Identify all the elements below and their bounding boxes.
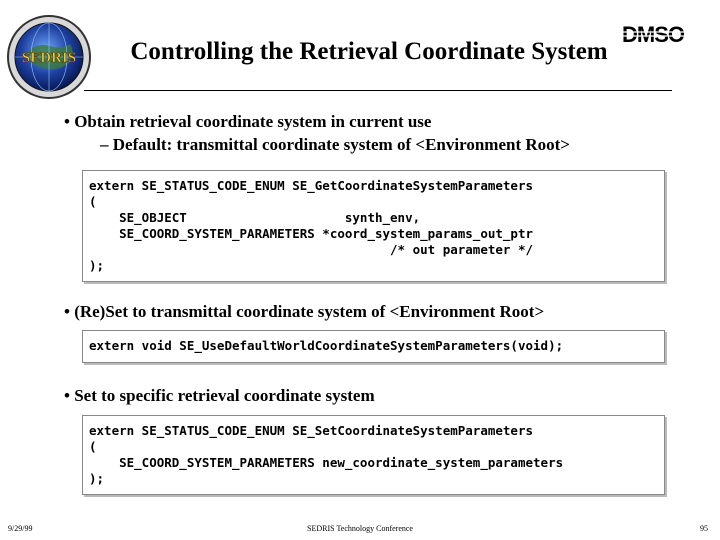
code-block-set-params xyxy=(82,415,665,495)
footer-page-number: 95 xyxy=(700,524,708,533)
sub-bullet-default: – Default: transmittal coordinate system of <Environment Root> xyxy=(100,135,570,154)
footer-conference: SEDRIS Technology Conference xyxy=(307,524,413,533)
footer-date: 9/29/99 xyxy=(8,524,33,533)
code-line: SE_COORD_SYSTEM_PARAMETERS new_coordinate_system_parameters xyxy=(89,455,564,470)
slide-title: Controlling the Retrieval Coordinate System xyxy=(130,38,608,65)
code-line: SE_OBJECT synth_env, xyxy=(89,210,421,225)
code-line: ( xyxy=(89,439,97,454)
svg-text:SEDRIS: SEDRIS xyxy=(21,50,77,66)
bullet-get-coordinate-system: • Obtain retrieval coordinate system in current use xyxy=(64,112,432,131)
title-divider xyxy=(84,90,672,91)
code-line: ); xyxy=(89,258,105,273)
code-line: ); xyxy=(89,471,105,486)
bullet-set-coordinate-system: • Set to specific retrieval coordinate system xyxy=(64,386,375,405)
code-block-get-params xyxy=(82,170,665,282)
code-line: SE_COORD_SYSTEM_PARAMETERS *coord_system_params_out_ptr xyxy=(89,226,534,241)
code-line: extern SE_STATUS_CODE_ENUM SE_SetCoordinateSystemParameters xyxy=(89,423,534,438)
code-line: extern void SE_UseDefaultWorldCoordinateSystemParameters(void); xyxy=(89,338,564,353)
code-line: extern SE_STATUS_CODE_ENUM SE_GetCoordinateSystemParameters xyxy=(89,178,534,193)
svg-text:DMSO: DMSO xyxy=(622,22,684,47)
code-block-use-default xyxy=(82,330,665,363)
bullet-reset-coordinate-system: • (Re)Set to transmittal coordinate system of <Environment Root> xyxy=(64,302,545,321)
code-line: ( xyxy=(89,194,97,209)
code-line: /* out parameter */ xyxy=(89,242,534,257)
